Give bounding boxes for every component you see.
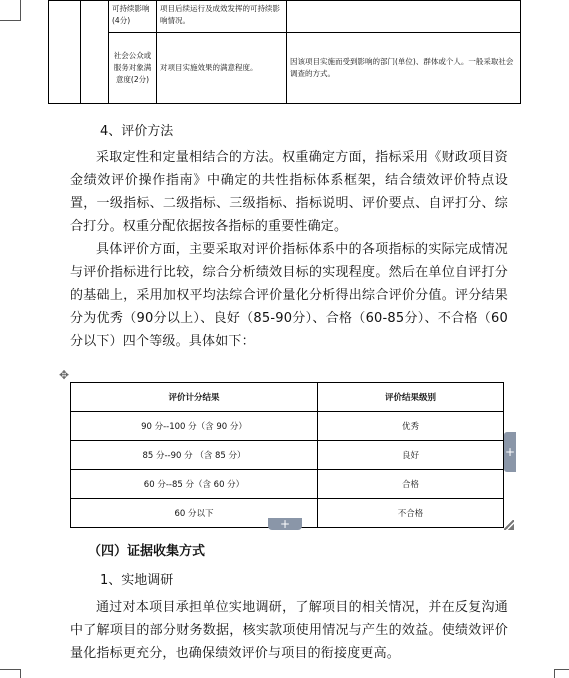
indicator-point: 对项目实施效果的满意程度。 bbox=[157, 33, 287, 104]
indicator-name: 可持续影响(4分) bbox=[109, 1, 157, 33]
plus-icon: + bbox=[279, 517, 291, 531]
paragraph-method: 采取定性和定量相结合的方法。权重确定方面，指标采用《财政项目资金绩效评价操作指南》中确定的共性指标体系框架，结合绩效评价特点设置，一级指标、二级指标、三级指标、指标说明、评价要点、自评打分、综合打分。权重分配依据按各指标的重要性确定。 bbox=[70, 150, 508, 234]
move-handle-icon[interactable]: ✥ bbox=[58, 368, 70, 382]
add-column-button[interactable] bbox=[504, 432, 516, 472]
table-row: 60 分--85 分（含 60 分） 合格 bbox=[71, 470, 504, 499]
subsection-heading: 1、实地调研 bbox=[100, 573, 174, 588]
page-corner-mark bbox=[0, 0, 21, 21]
section-heading: 4、评价方法 bbox=[100, 124, 174, 139]
page-corner-mark bbox=[554, 669, 569, 678]
indicator-point: 项目后续运行及成效发挥的可持续影响情况。 bbox=[157, 1, 287, 33]
plus-icon: + bbox=[504, 445, 516, 459]
page-corner-mark bbox=[0, 669, 21, 678]
indicator-name: 社会公众或服务对象满意度(2分) bbox=[109, 33, 157, 104]
score-table bbox=[70, 382, 504, 528]
table-row: 85 分--90 分 （含 85 分） 良好 bbox=[71, 441, 504, 470]
table-header: 评价计分结果 bbox=[71, 383, 318, 412]
resize-handle-icon[interactable] bbox=[504, 520, 514, 530]
indicator-table-fragment bbox=[48, 0, 521, 104]
indicator-method: 因该项目实施而受到影响的部门(单位)、群体或个人。一般采取社会调查的方式。 bbox=[287, 33, 521, 104]
indicator-method bbox=[287, 1, 521, 33]
table-header: 评价结果级别 bbox=[318, 383, 504, 412]
table-row: 60 分以下 不合格 bbox=[71, 499, 504, 528]
table-row: 90 分--100 分（含 90 分） 优秀 bbox=[71, 412, 504, 441]
paragraph-evidence: 通过对本项目承担单位实地调研，了解项目的相关情况，并在反复沟通中了解项目的部分财务数据，核实款项使用情况与产生的效益。使绩效评价量化指标更充分，也确保绩效评价与项目的衔接度更高。 bbox=[70, 600, 508, 661]
add-row-button[interactable] bbox=[268, 518, 302, 530]
paragraph-scoring: 具体评价方面，主要采取对评价指标体系中的各项指标的实际完成情况与评价指标进行比较，综合分析绩效目标的实现程度。然后在单位自评打分的基础上，采用加权平均法综合评价量化分析得出综合评价分值。评分结果分为优秀（90分以上）、良好（85-90分）、合格（60-85分）、不合格（60分以下）四个等级。具体如下： bbox=[70, 242, 508, 349]
section-heading: （四）证据收集方式 bbox=[88, 544, 206, 559]
